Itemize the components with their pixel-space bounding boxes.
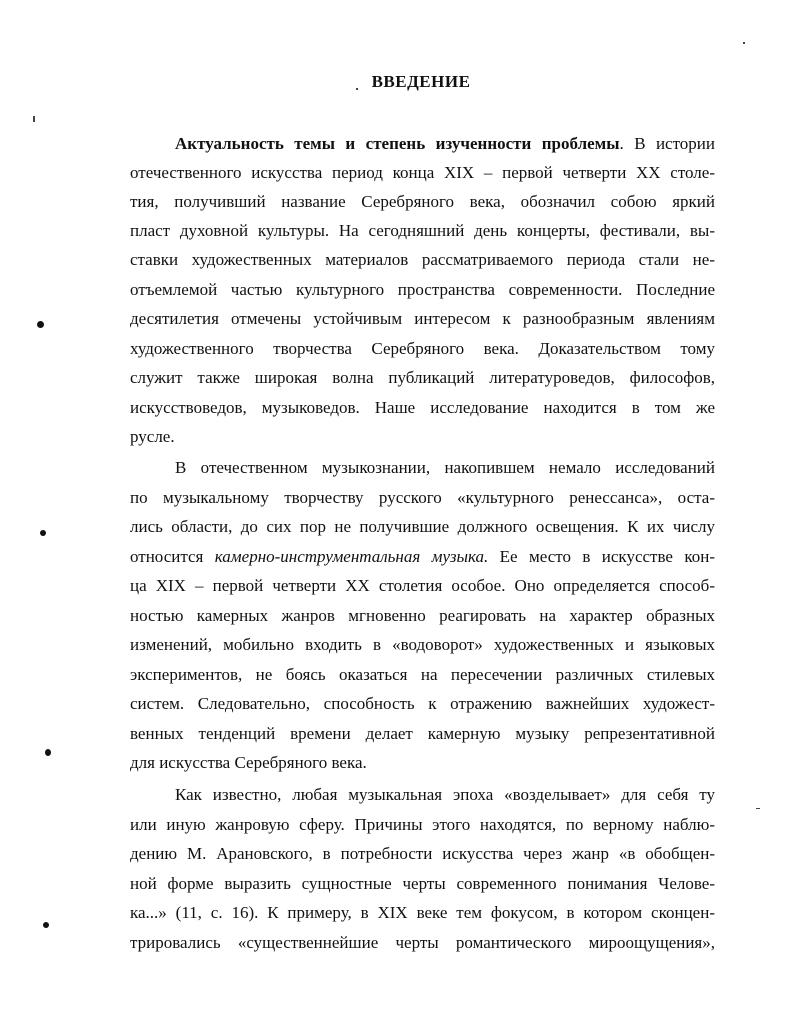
scan-mark (40, 530, 46, 536)
section-heading-inline: Актуальность темы и степень изученности проблемы (175, 134, 620, 153)
paragraph-line: по музыкальному творчеству русского «культурного ренессанса», оста- (130, 488, 715, 507)
paragraph-line: трировались «существеннейшие черты романтического мироощущения», (130, 933, 715, 952)
paragraph-line: ставки художественных материалов рассматриваемого периода стали не- (130, 250, 715, 269)
scan-mark (743, 42, 745, 44)
text-span: . В истории (619, 134, 715, 153)
paragraph-line: ной форме выразить сущностные черты современного понимания Челове- (130, 874, 715, 893)
paragraph-line: десятилетия отмечены устойчивым интересом к разнообразным явлениям (130, 309, 715, 328)
paragraph-line: тия, получивший название Серебряного века, обозначил собою яркий (130, 192, 715, 211)
paragraph-line: систем. Следовательно, способность к отражению важнейших художест- (130, 694, 715, 713)
paragraph-line: искусствоведов, музыковедов. Наше исследование находится в том же (130, 398, 715, 417)
scan-mark (33, 116, 35, 122)
scan-mark (43, 922, 49, 928)
paragraph-line: отечественного искусства период конца XIX – первой четверти XX столе- (130, 163, 715, 182)
paragraph-line: лись области, до сих пор не получившие должного освещения. К их числу (130, 517, 715, 536)
text-span: относится (130, 547, 215, 566)
italic-term: камерно-инструментальная музыка. (214, 547, 489, 566)
scan-mark (37, 321, 44, 328)
paragraph-line: для искусства Серебряного века. (130, 753, 367, 772)
paragraph-line: дению М. Арановского, в потребности искусства через жанр «в обобщен- (130, 844, 715, 863)
paragraph-line: русле. (130, 427, 175, 446)
paragraph-line: венных тенденций времени делает камерную музыку репрезентативной (130, 724, 715, 743)
paragraph-line: изменений, мобильно входить в «водоворот» художественных и языковых (130, 635, 715, 654)
scan-mark (756, 808, 760, 809)
page-title: ВВЕДЕНИЕ (371, 72, 471, 91)
paragraph-line: служит также широкая волна публикаций литературоведов, философов, (130, 368, 715, 387)
paragraph-line: или иную жанровую сферу. Причины этого находятся, по верному наблю- (130, 815, 715, 834)
paragraph-line (175, 134, 715, 154)
paragraph-line: отъемлемой частью культурного пространства современности. Последние (130, 280, 715, 299)
paragraph-line: экспериментов, не боясь оказаться на пересечении различных стилевых (130, 665, 715, 684)
paragraph-line: В отечественном музыкознании, накопившем немало исследований (175, 458, 715, 477)
paragraph-line (130, 547, 715, 567)
paragraph-line: художественного творчества Серебряного века. Доказательством тому (130, 339, 715, 358)
paragraph-line: ка...» (11, с. 16). К примеру, в XIX веке тем фокусом, в котором сконцен- (130, 903, 715, 922)
paragraph-line: Как известно, любая музыкальная эпоха «возделывает» для себя ту (175, 785, 715, 804)
text-span: Ее место в искусстве кон- (488, 547, 715, 566)
paragraph-line: ностью камерных жанров мгновенно реагировать на характер образных (130, 606, 715, 625)
paragraph-line: ца XIX – первой четверти XX столетия особое. Оно определяется способ- (130, 576, 715, 595)
scan-mark (45, 749, 51, 756)
paragraph-line: пласт духовной культуры. На сегодняшний день концерты, фестивали, вы- (130, 221, 715, 240)
